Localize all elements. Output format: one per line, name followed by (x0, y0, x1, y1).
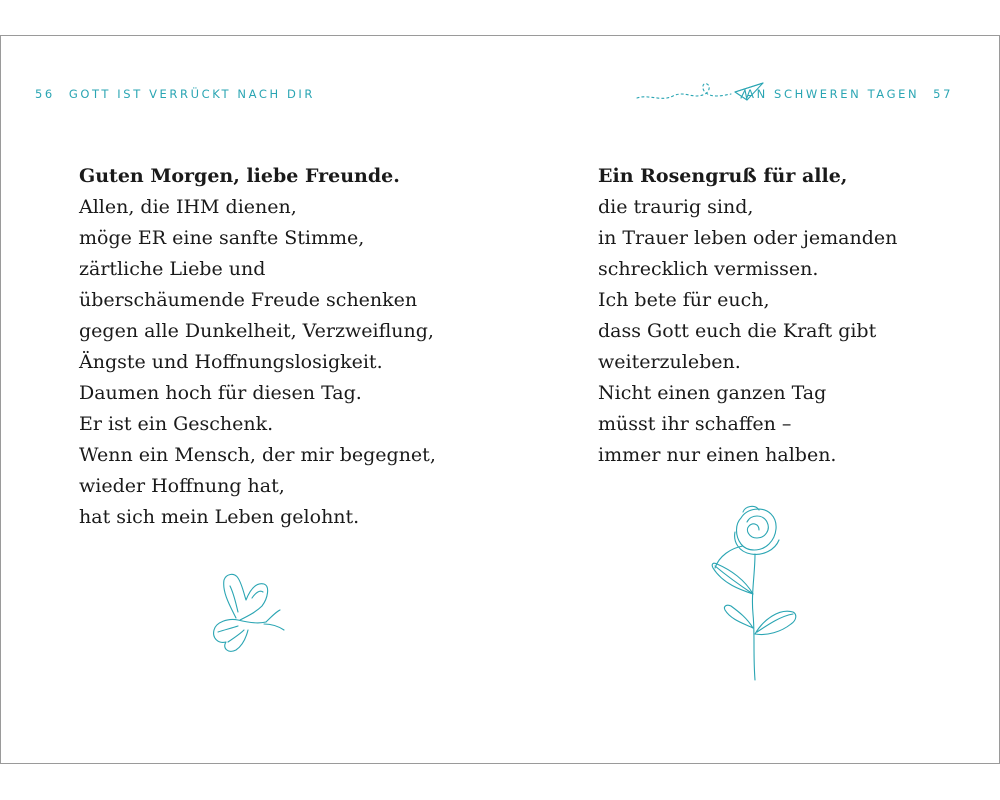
left-poem-line: hat sich mein Leben gelohnt. (79, 506, 360, 528)
right-poem-line: weiterzuleben. (598, 351, 741, 373)
left-poem-line: Wenn ein Mensch, der mir begegnet, (79, 444, 436, 466)
butterfly-icon (206, 572, 291, 654)
left-poem-line: möge ER eine sanfte Stimme, (79, 227, 365, 249)
left-poem-heading: Guten Morgen, liebe Freunde. (79, 165, 400, 187)
left-poem-line: wieder Hoffnung hat, (79, 475, 285, 497)
left-poem-line: Er ist ein Geschenk. (79, 413, 274, 435)
book-spread (0, 35, 1000, 764)
left-running-head (35, 87, 315, 101)
right-poem-line: Ich bete für euch, (598, 289, 770, 311)
left-poem-line: gegen alle Dunkelheit, Verzweiflung, (79, 320, 434, 342)
right-poem-heading: Ein Rosengruß für alle, (598, 165, 848, 187)
left-poem-line: überschäumende Freude schenken (79, 289, 418, 311)
right-poem-line: immer nur einen halben. (598, 444, 837, 466)
right-poem-line: dass Gott euch die Kraft gibt (598, 320, 877, 342)
right-running-head (746, 87, 953, 101)
right-poem-line: Nicht einen ganzen Tag (598, 382, 827, 404)
left-page (1, 36, 500, 763)
right-poem-line: die traurig sind, (598, 196, 754, 218)
left-poem-line: Ängste und Hoffnungslosigkeit. (79, 351, 383, 373)
left-poem-line: Daumen hoch für diesen Tag. (79, 382, 362, 404)
right-poem-line: müsst ihr schaffen – (598, 413, 792, 435)
right-running-title: AN SCHWEREN TAGEN (746, 87, 920, 101)
left-poem-line: zärtliche Liebe und (79, 258, 266, 280)
rose-icon (685, 504, 815, 682)
right-poem-line: schrecklich vermissen. (598, 258, 819, 280)
right-page (500, 36, 999, 763)
right-poem-line: in Trauer leben oder jemanden (598, 227, 898, 249)
right-page-number: 57 (933, 87, 953, 101)
left-page-number: 56 (35, 87, 55, 101)
left-poem-line: Allen, die IHM dienen, (79, 196, 297, 218)
left-running-title: GOTT IST VERRÜCKT NACH DIR (68, 87, 316, 101)
left-poem (79, 161, 436, 533)
right-poem (598, 161, 897, 471)
